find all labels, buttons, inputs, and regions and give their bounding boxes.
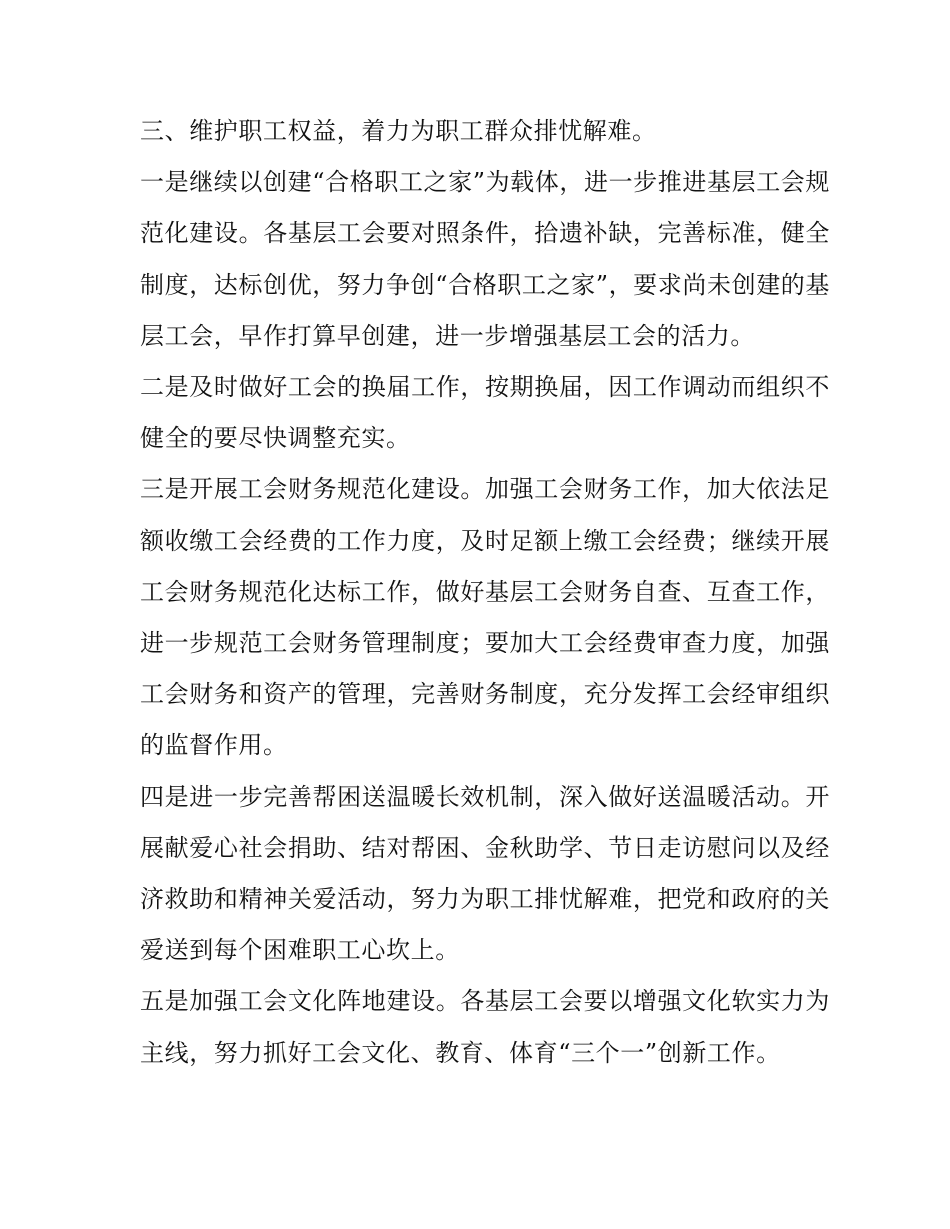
paragraph-3: 三是开展工会财务规范化建设。加强工会财务工作，加大依法足额收缴工会经费的工作力度，及时足额上缴工会经费；继续开展工会财务规范化达标工作，做好基层工会财务自查、互查工作，进一步规范工会财务管理制度；要加大工会经费审查力度，加强工会财务和资产的管理，完善财务制度，充分发挥工会经审组织的监督作用。 bbox=[140, 475, 830, 760]
section-heading: 三、维护职工权益，着力为职工群众排忧解难。 bbox=[140, 117, 657, 145]
paragraph-4: 四是进一步完善帮困送温暖长效机制，深入做好送温暖活动。开展献爱心社会捐助、结对帮困、金秋助学、节日走访慰问以及经济救助和精神关爱活动，努力为职工排忧解难，把党和政府的关爱送到每个困难职工心坎上。 bbox=[140, 782, 830, 965]
paragraph-1: 一是继续以创建“合格职工之家”为载体，进一步推进基层工会规范化建设。各基层工会要对照条件，拾遗补缺，完善标准，健全制度，达标创优，努力争创“合格职工之家”，要求尚未创建的基层工会，早作打算早创建，进一步增强基层工会的活力。 bbox=[140, 168, 830, 350]
document-body bbox=[140, 106, 830, 1079]
paragraph-5: 五是加强工会文化阵地建设。各基层工会要以增强文化软实力为主线，努力抓好工会文化、教育、体育“三个一”创新工作。 bbox=[140, 987, 830, 1067]
paragraph-2: 二是及时做好工会的换届工作，按期换届，因工作调动而组织不健全的要尽快调整充实。 bbox=[140, 373, 830, 453]
